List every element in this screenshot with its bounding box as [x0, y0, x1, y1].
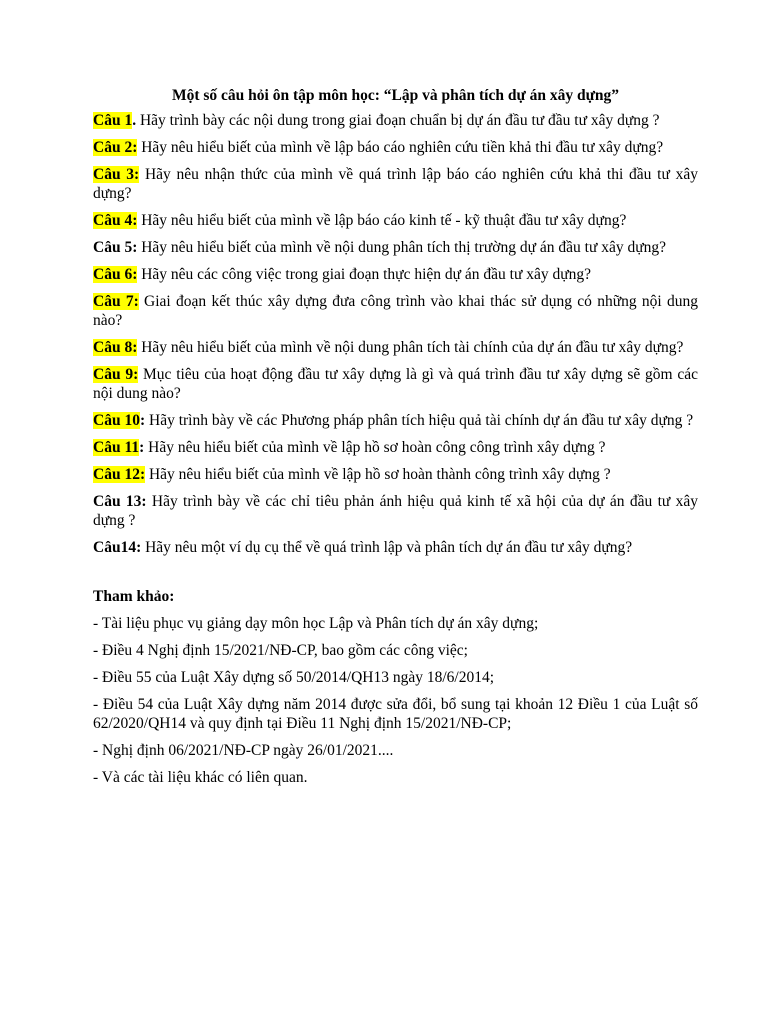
question-8 — [93, 338, 698, 357]
question-label: Câu 8: — [93, 339, 138, 356]
question-2 — [93, 138, 698, 157]
question-12 — [93, 465, 698, 484]
question-label: Câu 4: — [93, 212, 138, 229]
question-label: Câu 9: — [93, 366, 139, 383]
question-text: Hãy nêu hiểu biết của mình về nội dung phân tích thị trường dự án đầu tư xây dựng? — [137, 239, 667, 256]
reference-item: - Tài liệu phục vụ giảng dạy môn học Lập và Phân tích dự án xây dựng; — [93, 615, 539, 632]
references-heading: Tham khảo: — [93, 588, 175, 605]
reference-item: - Điều 54 của Luật Xây dựng năm 2014 được sửa đổi, bổ sung tại khoản 12 Điều 1 của Luật số 62/2020/QH14 và quy định tại Điều 11 Nghị định 15/2021/NĐ-CP; — [93, 696, 698, 732]
question-7 — [93, 292, 698, 330]
question-text: Hãy nêu hiểu biết của mình về lập hồ sơ hoàn công công trình xây dựng ? — [144, 439, 606, 456]
reference-item: - Điều 55 của Luật Xây dựng số 50/2014/QH13 ngày 18/6/2014; — [93, 669, 495, 686]
question-1 — [93, 111, 698, 130]
question-text: Hãy nêu nhận thức của mình về quá trình lập báo cáo nghiên cứu khả thi đầu tư xây dựng? — [93, 166, 699, 202]
question-label-separator: . — [132, 112, 137, 129]
question-4 — [93, 211, 698, 230]
question-text: Hãy nêu một ví dụ cụ thể về quá trình lập và phân tích dự án đầu tư xây dựng? — [141, 539, 633, 556]
question-6 — [93, 265, 698, 284]
question-label: Câu 1 — [93, 112, 133, 129]
question-text: Mục tiêu của hoạt động đầu tư xây dựng là gì và quá trình đầu tư xây dựng sẽ gồm các nội dung nào? — [93, 366, 699, 402]
question-label-separator: : — [139, 412, 146, 429]
question-text: Giai đoạn kết thúc xây dựng đưa công trình vào khai thác sử dụng có những nội dung nào? — [93, 293, 698, 329]
question-3 — [93, 165, 698, 203]
question-9 — [93, 365, 698, 403]
question-label: Câu 10 — [93, 412, 140, 429]
question-10 — [93, 411, 698, 430]
question-label: Câu 11 — [93, 439, 140, 456]
question-text: Hãy nêu hiểu biết của mình về lập báo cáo kinh tế - kỹ thuật đầu tư xây dựng? — [137, 212, 627, 229]
question-text: Hãy nêu hiểu biết của mình về lập báo cáo nghiên cứu tiền khả thi đầu tư xây dựng? — [137, 139, 664, 156]
question-text: Hãy trình bày về các chỉ tiêu phản ánh hiệu quả kinh tế xã hội của dự án đầu tư xây dựng ? — [93, 493, 698, 529]
reference-item: - Điều 4 Nghị định 15/2021/NĐ-CP, bao gồm các công việc; — [93, 642, 468, 659]
question-label-separator: : — [139, 439, 145, 456]
document-page — [93, 86, 698, 795]
question-text: Hãy nêu hiểu biết của mình về lập hồ sơ hoàn thành công trình xây dựng ? — [145, 466, 611, 483]
question-13 — [93, 492, 698, 530]
question-text: Hãy nêu hiểu biết của mình về nội dung phân tích tài chính của dự án đầu tư xây dựng? — [137, 339, 684, 356]
reference-item: - Nghị định 06/2021/NĐ-CP ngày 26/01/2021.... — [93, 742, 394, 759]
question-11 — [93, 438, 698, 457]
question-text: Hãy nêu các công việc trong giai đoạn thực hiện dự án đầu tư xây dựng? — [137, 266, 592, 283]
question-label: Câu 6: — [93, 266, 138, 283]
question-label: Câu14: — [93, 539, 142, 556]
question-label: Câu 7: — [93, 293, 139, 310]
question-label: Câu 5: — [93, 239, 138, 256]
question-label: Câu 13: — [93, 493, 147, 510]
question-label: Câu 3: — [93, 166, 140, 183]
question-5 — [93, 238, 698, 257]
question-text: Hãy trình bày về các Phương pháp phân tích hiệu quả tài chính dự án đầu tư xây dựng ? — [145, 412, 694, 429]
question-14 — [93, 538, 698, 557]
question-label: Câu 12: — [93, 466, 146, 483]
reference-item: - Và các tài liệu khác có liên quan. — [93, 769, 308, 786]
question-label: Câu 2: — [93, 139, 138, 156]
question-text: Hãy trình bày các nội dung trong giai đoạn chuẩn bị dự án đầu tư đầu tư xây dựng ? — [136, 112, 660, 129]
page-title: Một số câu hỏi ôn tập môn học: “Lập và phân tích dự án xây dựng” — [171, 87, 620, 104]
